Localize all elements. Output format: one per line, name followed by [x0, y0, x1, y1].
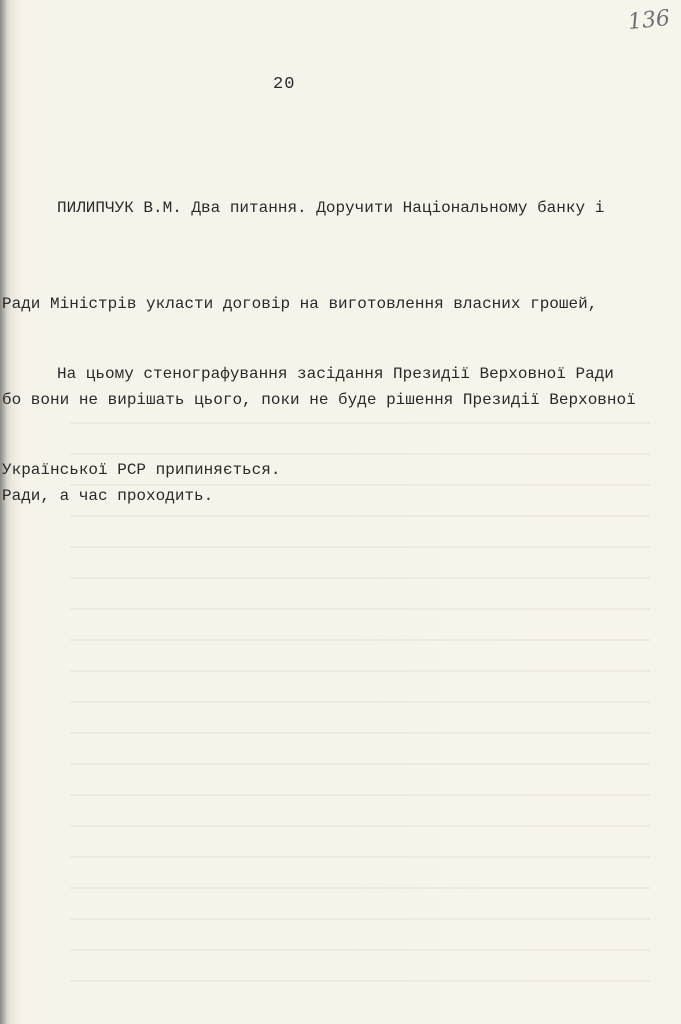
handwritten-archive-number: 136 [626, 5, 672, 36]
page-number: 20 [273, 75, 296, 94]
paragraph-closing-statement [0, 294, 660, 550]
paragraph-line: ПИЛИПЧУК В.М. Два питання. Доручити Національному банку і [57, 199, 605, 217]
paragraph-line: Ради, а час проходить. [2, 487, 214, 505]
paragraph-line: На цьому стенографування засідання Президії Верховної Ради [57, 365, 614, 383]
paragraph-line: Ради Міністрів укласти договір на виготовлення власних грошей, [2, 295, 598, 313]
paragraph-line: бо вони не вирішать цього, поки не буде рішення Президії Верховної [2, 391, 636, 409]
paragraph-line: Української РСР припиняється. [2, 461, 281, 479]
